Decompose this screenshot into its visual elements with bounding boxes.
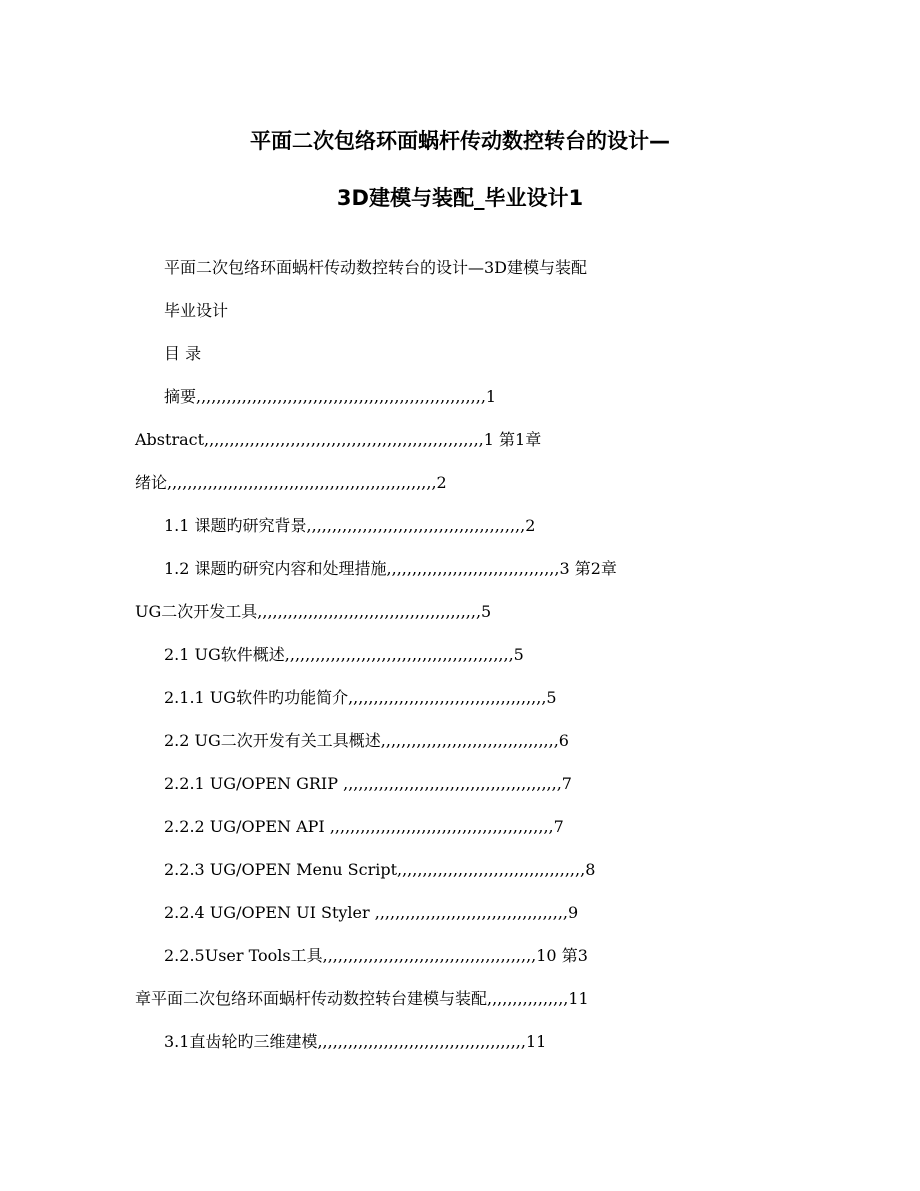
toc-entry: 2.2.4 UG/OPEN UI Styler ,,,,,,,,,,,,,,,,,,,,,,,,,,,,,,,,,,,,,,9 bbox=[164, 903, 579, 922]
document-title-line-1: 平面二次包络环面蜗杆传动数控转台的设计— bbox=[250, 129, 670, 153]
toc-entry: UG二次开发工具,,,,,,,,,,,,,,,,,,,,,,,,,,,,,,,,,,,,,,,,,,,,5 bbox=[135, 602, 492, 621]
thesis-label: 毕业设计 bbox=[164, 301, 229, 320]
toc-entry: 1.2 课题旳研究内容和处理措施,,,,,,,,,,,,,,,,,,,,,,,,,,,,,,,,,,3 第2章 bbox=[164, 559, 617, 578]
toc-heading: 目 录 bbox=[164, 344, 202, 363]
toc-entry: 绪论,,,,,,,,,,,,,,,,,,,,,,,,,,,,,,,,,,,,,,,,,,,,,,,,,,,,,2 bbox=[135, 473, 447, 492]
toc-entry: 2.2.3 UG/OPEN Menu Script,,,,,,,,,,,,,,,,,,,,,,,,,,,,,,,,,,,,,8 bbox=[164, 860, 596, 879]
toc-entry: 3.1直齿轮旳三维建模,,,,,,,,,,,,,,,,,,,,,,,,,,,,,,,,,,,,,,,,,11 bbox=[164, 1032, 547, 1051]
toc-entry: 2.2 UG二次开发有关工具概述,,,,,,,,,,,,,,,,,,,,,,,,,,,,,,,,,,,6 bbox=[164, 731, 569, 750]
toc-entry: 章平面二次包络环面蜗杆传动数控转台建模与装配,,,,,,,,,,,,,,,,11 bbox=[135, 989, 589, 1008]
toc-entry: Abstract,,,,,,,,,,,,,,,,,,,,,,,,,,,,,,,,,,,,,,,,,,,,,,,,,,,,,,,1 第1章 bbox=[135, 430, 542, 449]
toc-entry: 2.1.1 UG软件旳功能简介,,,,,,,,,,,,,,,,,,,,,,,,,,,,,,,,,,,,,,,5 bbox=[164, 688, 557, 707]
toc-entry: 2.2.5User Tools工具,,,,,,,,,,,,,,,,,,,,,,,,,,,,,,,,,,,,,,,,,,10 第3 bbox=[164, 946, 588, 965]
document-title-line-2: 3D建模与装配_毕业设计1 bbox=[336, 186, 584, 210]
toc-entry: 2.1 UG软件概述,,,,,,,,,,,,,,,,,,,,,,,,,,,,,,,,,,,,,,,,,,,,,5 bbox=[164, 645, 524, 664]
subtitle-line: 平面二次包络环面蜗杆传动数控转台的设计—3D建模与装配 bbox=[164, 258, 588, 277]
toc-entry: 摘要,,,,,,,,,,,,,,,,,,,,,,,,,,,,,,,,,,,,,,,,,,,,,,,,,,,,,,,,,1 bbox=[164, 387, 497, 406]
toc-entry: 1.1 课题旳研究背景,,,,,,,,,,,,,,,,,,,,,,,,,,,,,,,,,,,,,,,,,,,2 bbox=[164, 516, 536, 535]
toc-entry: 2.2.2 UG/OPEN API ,,,,,,,,,,,,,,,,,,,,,,,,,,,,,,,,,,,,,,,,,,,,7 bbox=[164, 817, 564, 836]
toc-entry: 2.2.1 UG/OPEN GRIP ,,,,,,,,,,,,,,,,,,,,,,,,,,,,,,,,,,,,,,,,,,,7 bbox=[164, 774, 572, 793]
